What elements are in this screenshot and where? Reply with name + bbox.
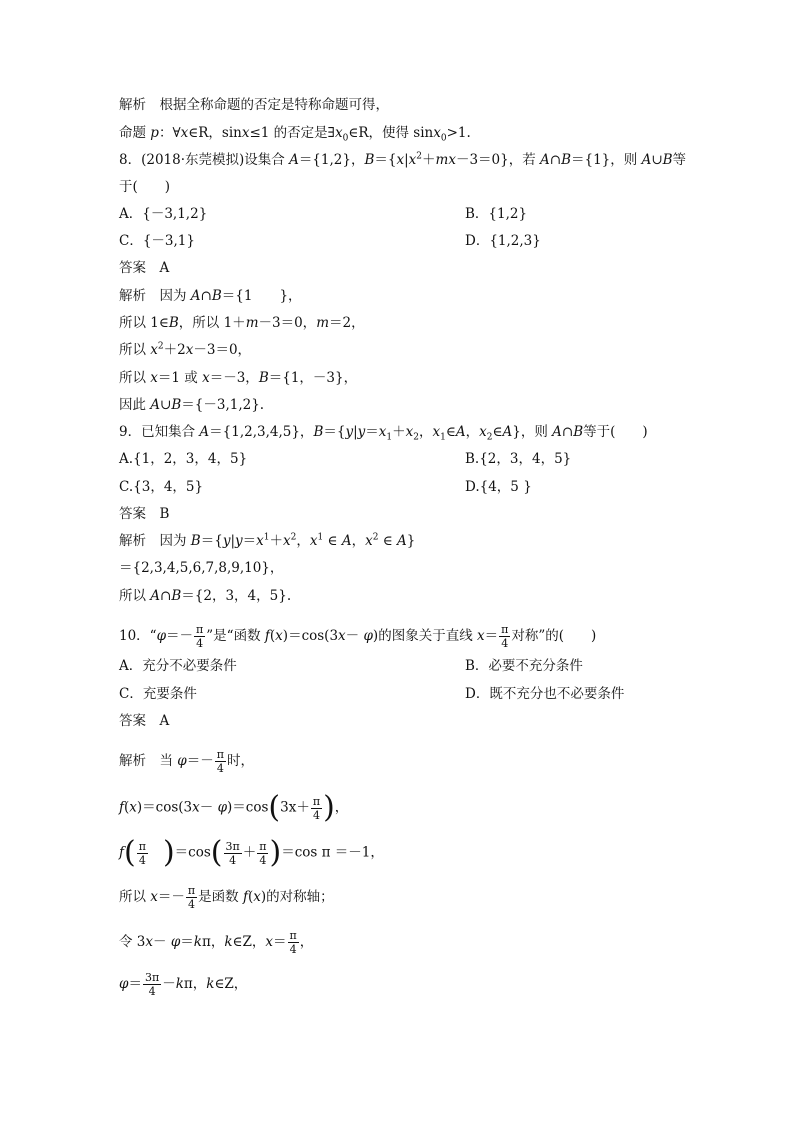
option-row	[119, 231, 541, 251]
solution-line: 所以 x＝－ $\frac{\pi}{4}$ 是函数 f(x)的对称轴；	[119, 884, 334, 911]
solution-line: 所以 x＝1 或 x＝－3，B＝{1，－3}，	[119, 370, 358, 386]
solution-line: 命题 p：∀x∈R，sinx≤1 的否定是$\exists x_0\in R$，使得 sinx$_0$>1.	[119, 125, 471, 144]
fraction: $\frac{\pi}{4}$	[138, 839, 146, 867]
question-8-stem: 8．(2018·东莞模拟)设集合 A＝{1,2}，$B=\{x|x^2+mx-3=0\}$，若 A∩B＝{1}，则 A∪B等	[119, 151, 687, 168]
option-a: A.{1，2，3，4，5}	[119, 451, 248, 467]
fraction: $\frac{\pi}{4}$	[289, 929, 297, 956]
solution-line: 所以 1∈B，所以 1＋m－3＝0，m＝2，	[119, 315, 365, 331]
option-c: C.{3，4，5}	[119, 479, 204, 495]
option-b: B．{1,2}	[465, 206, 528, 222]
fraction: $\frac{\pi}{4}$	[501, 623, 509, 650]
question-10-stem: 10．“φ＝－ $\frac{\pi}{4}$ ”是“函数 f(x)＝cos(3x－ φ)的图象关于直线 x＝ $\frac{\pi}{4}$ 对称”的( )	[119, 623, 597, 650]
fraction: $\frac{\pi}{4}$	[312, 794, 321, 822]
solution-line: φ＝ $\frac{3\pi}{4}$ －kπ，k∈Z，	[119, 971, 248, 998]
fraction: $\frac{\pi}{4}$	[259, 839, 267, 867]
solution-line: f(x)＝cos(3x－ φ)＝cos(3x＋ $\frac{\pi}{4}$ )，	[119, 790, 349, 825]
option-d: D．既不充分也不必要条件	[465, 686, 625, 702]
option-b: B．必要不充分条件	[465, 658, 583, 674]
option-row	[119, 477, 532, 497]
question-9-stem: 9．已知集合 A＝{1,2,3,4,5}，$B=\{y|y=x_1+x_2$，$x_1\in A$，$x_2\in A$}，则 A∩B等于( )	[119, 424, 648, 443]
answer: 答案 A	[119, 713, 170, 729]
answer: 答案 A	[119, 260, 170, 276]
fraction: $\frac{\pi}{4}$	[196, 623, 204, 650]
solution-line: 解析 因为 $B=\{y|y=x^1+x^2$，$x^1$ ∈ A，$x^2$ ∈ A}	[119, 532, 416, 549]
option-row	[119, 449, 572, 469]
solution-line: 令 3x－ φ＝kπ，k∈Z，x＝ $\frac{\pi}{4}$ ，	[119, 929, 314, 956]
solution-line: 解析 因为 A∩B＝{1 }，	[119, 288, 302, 304]
solution-line: 所以 A∩B＝{2，3，4，5}.	[119, 588, 292, 604]
option-row	[119, 684, 625, 704]
fraction: $\frac{\pi}{4}$	[216, 748, 224, 775]
solution-line: 解析 根据全称命题的否定是特称命题可得，	[119, 97, 389, 113]
solution-line: 所以 $x^2+2x-3=0$，	[119, 341, 252, 358]
option-c: C．充要条件	[119, 686, 197, 702]
option-d: D．{1,2,3}	[465, 233, 541, 249]
option-a: A．{－3,1,2}	[119, 206, 208, 222]
solution-line: f( $\frac{\pi}{4}$ )＝cos( $\frac{3\pi}{4}$ ＋ $\frac{\pi}{4}$ )＝cos π ＝－1，	[119, 835, 384, 870]
answer: 答案 B	[119, 506, 170, 522]
solution-line: 解析 当 φ＝－ $\frac{\pi}{4}$ 时，	[119, 748, 254, 775]
question-8-stem-cont: 于( )	[119, 179, 171, 195]
option-a: A．充分不必要条件	[119, 658, 237, 674]
solution-line: ＝{2,3,4,5,6,7,8,9,10}，	[119, 560, 284, 576]
solution-line: 因此 A∪B＝{－3,1,2}.	[119, 397, 265, 413]
option-row	[119, 656, 583, 676]
fraction: $\frac{\pi}{4}$	[187, 884, 196, 911]
option-c: C．{－3,1}	[119, 233, 195, 249]
fraction: $\frac{3\pi}{4}$	[144, 971, 160, 998]
option-row	[119, 204, 528, 224]
option-d: D.{4，5 }	[465, 479, 532, 495]
fraction: $\frac{3\pi}{4}$	[225, 839, 240, 867]
option-b: B.{2，3，4，5}	[465, 451, 572, 467]
